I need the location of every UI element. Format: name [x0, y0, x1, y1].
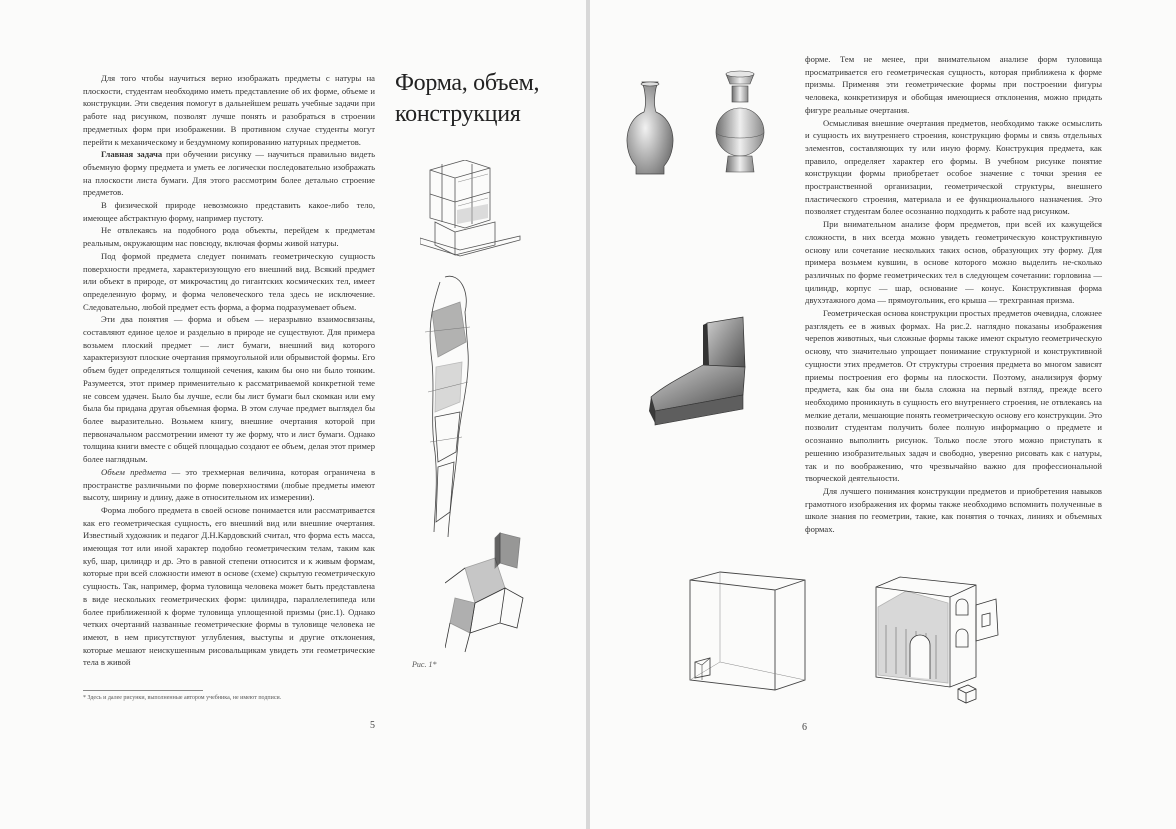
paragraph: Для лучшего понимания конструкции предметов и приобретения навыков грамотного изображения их формы также необходимо вспомнить полученные в школе знания по геометрии, такие, как понятия о точках, линиях и объемных формах.: [805, 485, 1102, 535]
bold-lead: Главная задача: [101, 149, 163, 160]
italic-lead: Объем предмета: [101, 466, 167, 477]
paragraph: форме. Тем не менее, при внимательном анализе форм туловища просматривается его геометрическая сущность, которая приближена к форме призмы. Применяя эти геометрические формы при построении фигуры человека, конкретизируя и обобщая имеющиеся отклонения, можно придать фигуре реальные очертания.: [805, 54, 1102, 115]
paragraph: Форма любого предмета в своей основе понимается или рассматривается как его геометрическая сущность, его внешний вид или внешние очертания. Известный художник и педагог Д.Н.Кардовский считал, что форма есть масса, имеющая тот или иной характер подобно геометрическим телам, таким как куб, шар, цилиндр и др. Это в равной степени относится и к живым формам, которые при всей сложности имеют в основе (схеме) скрытую геометрическую сущность. Так, например, форма туловища человека может быть представлена в виде нескольких геометрических форм: цилиндра, параллелепипеда или более приближенной к форме туловища уплощенной призмы (рис.1). Однако четких очертаний названные геометрические формы в туловище человека не имеют, в нем присутствуют углубления, выступы и другие отклонения, которые мешают неискушенным рисовальщикам увидеть эти геометрические тела в живой: [83, 504, 375, 668]
figure-caption: Рис. 1*: [412, 660, 437, 669]
footnote: * Здесь и далее рисунки, выполненные автором учебника, не имеют подписи.: [83, 695, 282, 701]
torso-sketch-icon: [420, 272, 490, 542]
page-number: 5: [370, 720, 375, 731]
paragraph: Для того чтобы научиться верно изображать предметы с натуры на плоскости, студентам необходимо иметь представление об их форме, объеме и конструкции. Эти сведения помогут в дальнейшем решать учебные задачи при работе над рисунком, позволят лучше понять и разобраться в строении предметных форм при изображении. В противном случае студенты могут перейти к механическому и бездумному копированию натурных предметов.: [83, 73, 375, 147]
vase-drawing-icon: [620, 80, 680, 180]
paragraph: Под формой предмета следует понимать геометрическую сущность поверхности предмета, характеризующую его внешний вид. Всякий предмет или объект в природе, от микрочастиц до гигантских космических тел, имеет определенную форму, и форма человеческого тела здесь не исключение. Следовательно, любой предмет есть форма, а форма подразумевает объем.: [83, 250, 375, 312]
paragraph: [83, 466, 375, 504]
cube-column-sketch-icon: [420, 160, 530, 260]
torso-prism-sketch-icon: [445, 528, 525, 653]
paragraph: [83, 148, 375, 199]
wireframe-cube-drawing-icon: [680, 570, 810, 695]
footnote-divider: [83, 690, 203, 691]
house-cube-drawing-icon: [858, 575, 1008, 710]
chapter-title: Форма, объем, конструкция: [395, 70, 540, 128]
right-page: [590, 0, 1176, 829]
left-page-text: [83, 72, 375, 669]
paragraph-body: при обучении рисунку — научиться правильно видеть объемную форму предмета и уметь ее логически последовательно изображать на плоскости листа бумаги. Для этого рассмотрим более детально строение предметов.: [83, 149, 376, 198]
boot-drawing-icon: [645, 315, 765, 430]
page-number: 6: [802, 722, 807, 733]
left-page: [0, 0, 586, 829]
paragraph: Не отвлекаясь на подобного рода объекты, перейдем к предметам реальным, окружающим нас повсюду, включая формы живой натуры.: [83, 225, 375, 249]
vase-construction-drawing-icon: [710, 68, 770, 178]
paragraph: Геометрическая основа конструкции простых предметов очевидна, сложнее разглядеть ее в живых формах. На рис.2. наглядно показаны изображения черепов животных, чьи сложные формы также имеют скрытую геометрическую основу, что значительно упрощает понимание структурной и конструктивной сущности этих предметов. От структуры строения предмета во многом зависят приемы построения его формы на плоскости. Поэтому, анализируя форму предмета, как бы она ни была сложна на первый взгляд, прежде всего необходимо проникнуть в сущность его внутреннего строения, не отвлекаясь на мелкие детали, мешающие понять геометрическую основу его конструкции. Это позволит студентам получить более полную информацию о предмете и осознанно выполнить рисунок. Только после этого можно приступать к решению изобразительных задач и свободно, уверенно рисовать как с натуры, так и по воображению, что чрезвычайно важно для профессиональной творческой деятельности.: [805, 308, 1102, 484]
right-page-text: [805, 53, 1102, 536]
paragraph: Эти два понятия — форма и объем — неразрывно взаимосвязаны, составляют единое целое и раздельно в природе не существуют. Для примера возьмем плоский предмет — лист бумаги, внешний вид которого характеризуют плоские очертания прямоугольной или обрывистой формы. Его объем будет определяться толщиной сечения, каким бы оно ни было тонким. Разумеется, этот пример применительно к рассматриваемой конкретной теме не совсем удачен. Было бы лучше, если бы лист бумаги был скомкан или ему была бы придана другая объемная форма. В этом случае предмет выглядел бы более выразительно. Возьмем книгу, внешние очертания которой при первоначальном рассмотрении имеют ту же форму, что и лист бумаги. Однако толщина книги вместе с общей площадью создают ее объем, делая этот пример более наглядным.: [83, 314, 375, 465]
paragraph: В физической природе невозможно представить какое-либо тело, имеющее абстрактную форму, например пустоту.: [83, 200, 375, 223]
paragraph-body: — это трехмерная величина, которая ограничена в пространстве различными по форме поверхностями (любые предметы имеют высоту, ширину и длину, даже в относительном их измерении).: [83, 466, 376, 503]
paragraph: При внимательном анализе форм предметов, при всей их кажущейся сложности, в них всегда можно увидеть геометрическую конструктивную основу или сочетание нескольких таких основ, образующих эту форму. Для примера возьмем кувшин, в основе которого можно выделить не-сколько различных по форме геометрических тел в следующем сочетании: горловина — цилиндр, корпус — шар, основание — конус. Конструктивная форма двухэтажного дома — прямоугольник, его крыша — трехгранная призма.: [805, 219, 1102, 306]
paragraph: Осмысливая внешние очертания предметов, необходимо также осмыслить и сущность их внутреннего строения, конструкцию формы и связь отдельных элементов, составляющих ту или иную форму. Конструкция предмета, как правило, определяет характер его формы. В учебном рисунке понятие конструкции формы приобретает особое значение с точки зрения ее пространственной организации, геометрической структуры, внешнего пластического строения, материала и ее функционального назначения. Это позволяет студентам более осознанно подходить к работе над рисунком.: [805, 117, 1102, 217]
